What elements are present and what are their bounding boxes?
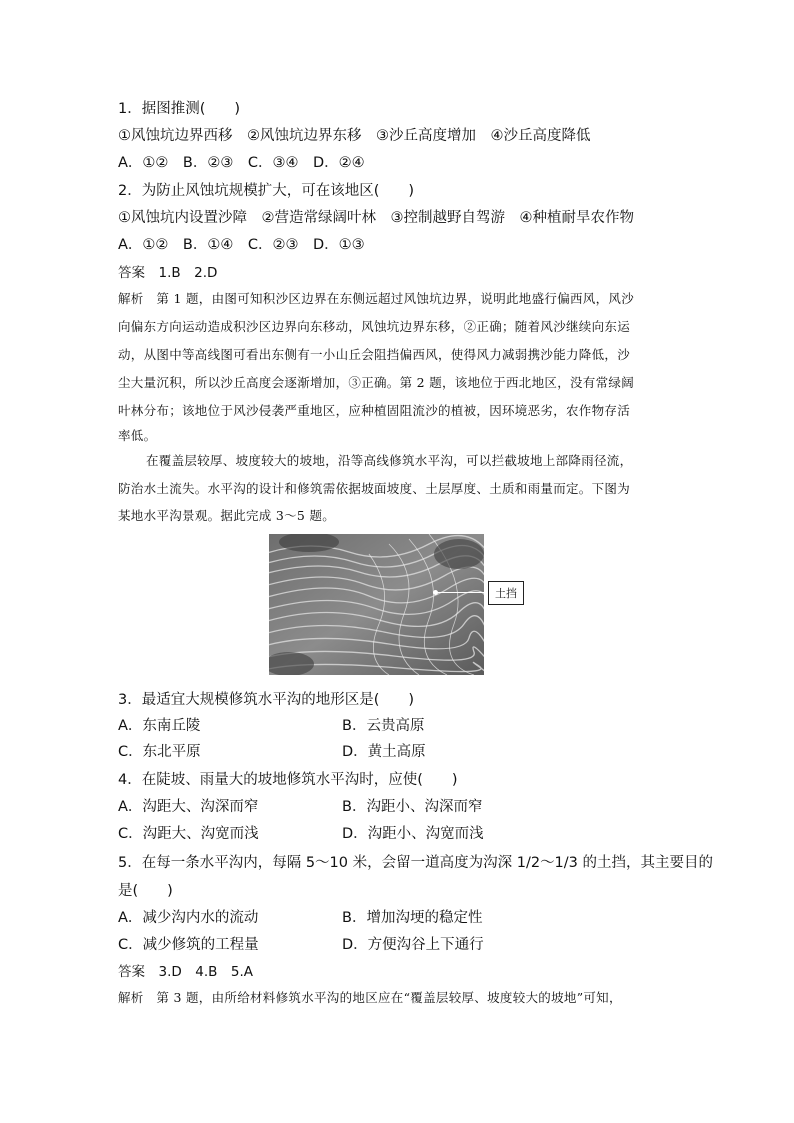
q1-options: ①风蚀坑边界西移 ②风蚀坑边界东移 ③沙丘高度增加 ④沙丘高度降低: [118, 128, 591, 144]
answer-1-2: 答案 1.B 2.D: [118, 265, 218, 281]
q5-option-a: A．减少沟内水的流动: [118, 910, 259, 926]
label-leader-line: [436, 592, 488, 593]
q2-choices: A．①② B．①④ C．②③ D．①③: [118, 237, 365, 253]
q2-stem: 2．为防止风蚀坑规模扩大，可在该地区( ): [118, 183, 415, 199]
q3-option-a: A．东南丘陵: [118, 718, 201, 734]
terrace-photo: [269, 534, 484, 675]
q3-option-c: C．东北平原: [118, 744, 201, 760]
label-pointer-dot: [433, 590, 438, 595]
q4-option-b: B．沟距小、沟深而窄: [342, 799, 483, 815]
analysis-line: 向偏东方向运动造成积沙区边界向东移动，风蚀坑边界东移，②正确；随着风沙继续向东运: [118, 319, 631, 334]
q3-option-b: B．云贵高原: [342, 718, 425, 734]
answer-3-5: 答案 3.D 4.B 5.A: [118, 964, 254, 980]
q5-stem: 5．在每一条水平沟内，每隔 5～10 米，会留一道高度为沟深 1/2～1/3 的土挡，其主要目的: [118, 855, 714, 871]
passage-line: 防治水土流失。水平沟的设计和修筑需依据坡面坡度、土层厚度、土质和雨量而定。下图为: [118, 481, 631, 496]
figure-label-soil-dam: 土挡: [488, 581, 524, 605]
q2-options: ①风蚀坑内设置沙障 ②营造常绿阔叶林 ③控制越野自驾游 ④种植耐旱农作物: [118, 210, 634, 226]
q1-stem: 1．据图推测( ): [118, 101, 241, 117]
analysis-line: 动，从图中等高线图可看出东侧有一小山丘会阻挡偏西风，使得风力减弱携沙能力降低，沙: [118, 347, 631, 362]
analysis-line: 率低。: [118, 428, 157, 443]
q3-stem: 3．最适宜大规模修筑水平沟的地形区是( ): [118, 692, 415, 708]
analysis-line: 叶林分布；该地位于风沙侵袭严重地区，应种植固阻流沙的植被，因环境恶劣，农作物存活: [118, 403, 631, 418]
q5-option-d: D．方便沟谷上下通行: [342, 937, 484, 953]
q4-option-a: A．沟距大、沟深而窄: [118, 799, 259, 815]
passage-line: 在覆盖层较厚、坡度较大的坡地，沿等高线修筑水平沟，可以拦截坡地上部降雨径流，: [146, 453, 633, 468]
analysis-line: 解析 第 1 题，由图可知积沙区边界在东侧远超过风蚀坑边界，说明此地盛行偏西风，风沙: [118, 291, 635, 306]
q5-option-c: C．减少修筑的工程量: [118, 937, 259, 953]
analysis-3-5: 解析 第 3 题，由所给材料修筑水平沟的地区应在“覆盖层较厚、坡度较大的坡地”可知，: [118, 990, 622, 1005]
q1-choices: A．①② B．②③ C．③④ D．②④: [118, 155, 365, 171]
q4-stem: 4．在陡坡、雨量大的坡地修筑水平沟时，应使( ): [118, 772, 458, 788]
q4-option-c: C．沟距大、沟宽而浅: [118, 826, 259, 842]
analysis-line: 尘大量沉积，所以沙丘高度会逐渐增加，③正确。第 2 题，该地位于西北地区，没有常绿阔: [118, 375, 635, 390]
q5-option-b: B．增加沟埂的稳定性: [342, 910, 483, 926]
q3-option-d: D．黄土高原: [342, 744, 426, 760]
q5-stem-cont: 是( ): [118, 883, 173, 899]
q4-option-d: D．沟距小、沟宽而浅: [342, 826, 484, 842]
passage-line: 某地水平沟景观。据此完成 3～5 题。: [118, 508, 336, 523]
